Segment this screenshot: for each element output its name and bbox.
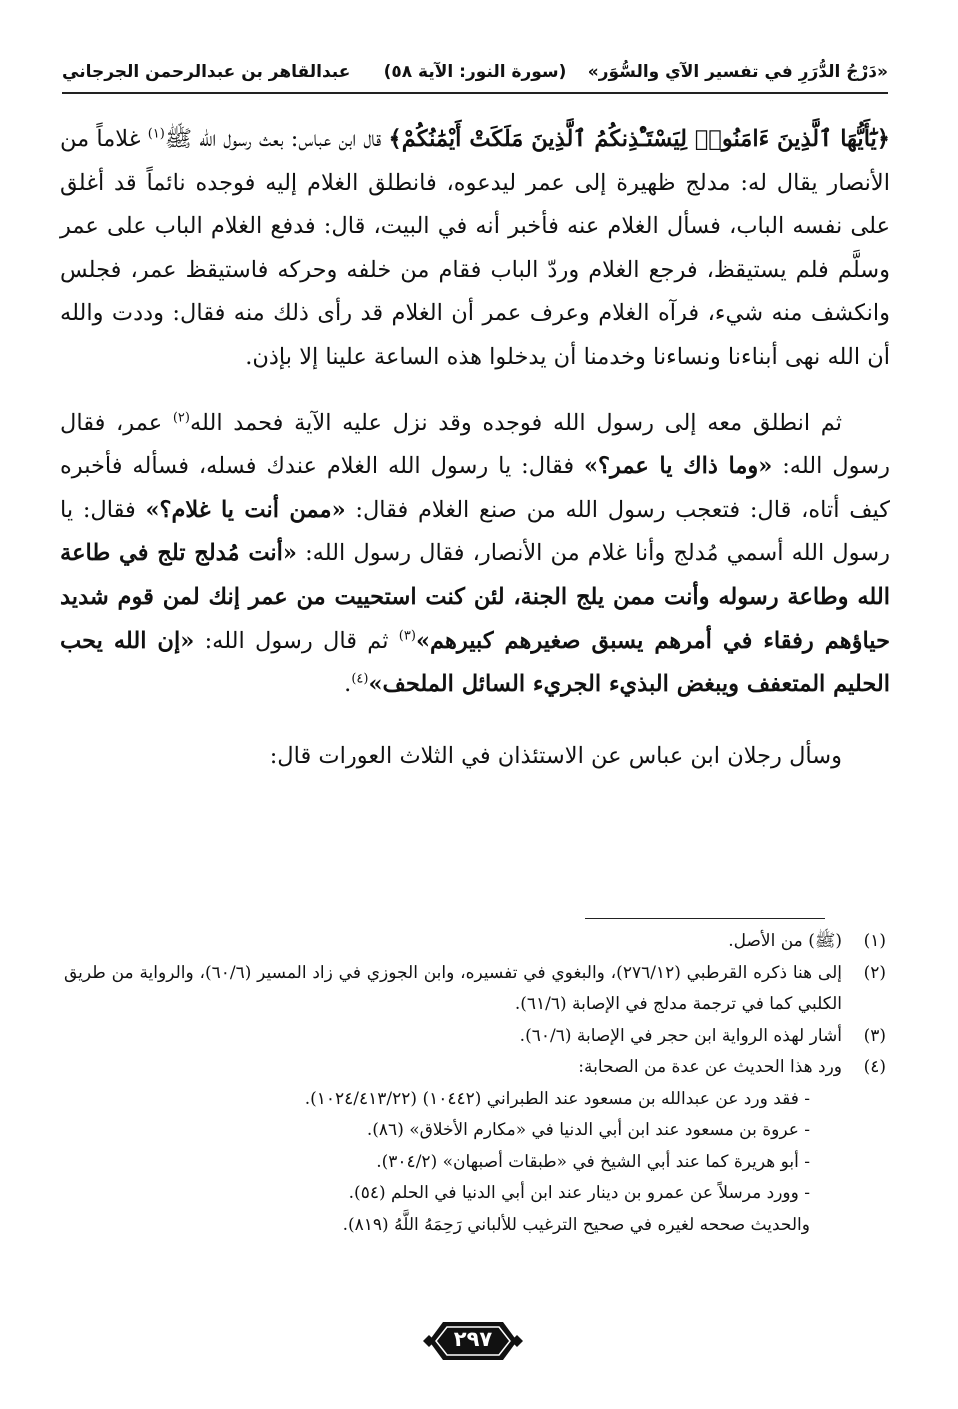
footnote bbox=[64, 1021, 886, 1053]
text-run: قال ابن عباس: بعث رسول الله ﷺ bbox=[164, 126, 389, 152]
page-number-ornament bbox=[423, 1318, 523, 1364]
hadith-quote: «إن الله يحب الحليم المتعفف ويبغض البذيء الجريء السائل الملحف» bbox=[60, 627, 890, 698]
footnote-ref-1: (١) bbox=[147, 126, 165, 142]
footnote-number: (٣) bbox=[863, 1025, 886, 1046]
footnote-sub-item: والحديث صححه لغيره في صحيح الترغيب للألباني رَحِمَهُ اللَّهُ (٨١٩). bbox=[342, 1214, 810, 1235]
footnote-number: (٢) bbox=[863, 962, 886, 983]
hadith-quote: «أنت مُدلج تلج في طاعة الله وطاعة رسوله وأنت ممن يلج الجنة، لئن كنت استحييت من عمر إنك لمن قوم شديد حياؤهم رفقاء في أمرهم يسبق صغيرهم كبيرهم» bbox=[60, 540, 890, 654]
footnote-text: (ﷺ) من الأصل. bbox=[728, 931, 842, 951]
paragraph-2 bbox=[60, 402, 890, 707]
paragraph-1 bbox=[60, 118, 890, 380]
text-run: غلاماً من الأنصار يقال له: مدلج ظهيرة إلى عمر ليدعوه، فانطلق الغلام إليه فوجده نائماً قد أغلق على نفسه الباب، فسأل الغلام عنه فأخبر أنه في البيت، قال: فدفع الغلام الباب على عمر وسلَّم فلم يستيقظ، فرجع الغلام وردّ الباب فقام من خلفه وحركه فاستيقظ عمر، فجلس وانكشف منه شيء، فرآه الغلام وعرف عمر أن الغلام قد رأى ذلك منه فقال: وددت والله أن الله نهى أبناءنا ونساءنا وخدمنا أن يدخلوا هذه الساعة علينا إلا بإذن. bbox=[60, 126, 890, 370]
footnote-separator bbox=[585, 918, 825, 919]
footnote-sub-item: - فقد ورد عن عبدالله بن مسعود عند الطبراني (١٠٤٤٢) (١٠٢٤/٤١٣/٢٢). bbox=[304, 1088, 810, 1109]
footnote-number: (٤) bbox=[863, 1057, 886, 1077]
author-name: عبدالقاهر بن عبدالرحمن الجرجاني bbox=[62, 62, 351, 82]
footnote-ref-4: (٤) bbox=[351, 671, 369, 687]
hadith-quote: «وما ذاك يا عمر؟» bbox=[583, 453, 773, 480]
footnote-text: أشار لهذه الرواية ابن حجر في الإصابة (٦٠/٦). bbox=[519, 1025, 842, 1046]
footnote bbox=[64, 958, 886, 1021]
text-run: . bbox=[344, 671, 352, 698]
text-run: ثم قال رسول الله: bbox=[194, 627, 399, 654]
text-run: ثم انطلق معه إلى رسول الله فوجده وقد نزل عليه الآية فحمد الله bbox=[189, 409, 843, 436]
header-rule bbox=[62, 92, 888, 94]
running-header bbox=[62, 52, 888, 94]
footnote-sub-item: - عروة بن مسعود عند ابن أبي الدنيا في «مكارم الأخلاق» (٨٦). bbox=[366, 1120, 810, 1140]
text-run: فقال: يا رسول الله الغلام عندك فسله، فسأله فأخبره كيف أتاه، قال: فتعجب رسول الله من صنع الغلام فقال: bbox=[60, 453, 890, 523]
text-run: فقال: يا رسول الله أسمي مُدلج وأنا غلام من الأنصار، فقال رسول الله: bbox=[60, 496, 890, 567]
footnote-ref-3: (٣) bbox=[398, 628, 416, 644]
text-run: عمر، فقال رسول الله: bbox=[60, 409, 890, 480]
footnote-ref-2: (٢) bbox=[172, 410, 190, 426]
main-text bbox=[60, 118, 890, 778]
footnote bbox=[64, 926, 886, 958]
book-title: «دَرْجُ الدُّرَرِ في تفسير الآي والسُّوَر» bbox=[587, 62, 888, 82]
footnote-number: (١) bbox=[863, 931, 886, 951]
footnote-text: ورد هذا الحديث عن عدة من الصحابة: bbox=[578, 1057, 842, 1077]
footnote-text: إلى هنا ذكره القرطبي (٢٧٦/١٢)، والبغوي في تفسيره، وابن الجوزي في زاد المسير (٦٠/٦)، والرواية من طريق الكلبي كما في ترجمة مدلج في الإصابة (٦١/٦). bbox=[64, 962, 842, 1014]
footnote bbox=[64, 1052, 886, 1084]
page-number: ٢٩٧ bbox=[453, 1327, 493, 1351]
sura-reference: (سورة النور: الآية ٥٨) bbox=[383, 62, 567, 82]
footnote-sub-item: - وورد مرسلاً عن عمرو بن دينار عند ابن أبي الدنيا في الحلم (٥٤). bbox=[348, 1183, 810, 1203]
footnote-sub-item: - أبو هريرة كما عند أبي الشيخ في «طبقات أصبهان» (٣٠٤/٢). bbox=[376, 1151, 810, 1172]
hadith-quote: «ممن أنت يا غلام؟» bbox=[145, 496, 346, 523]
paragraph-3: وسأل رجلان ابن عباس عن الاستئذان في الثلاث العورات قال: bbox=[269, 742, 842, 769]
quran-verse: ﴿يَٰٓأَيُّهَا ٱلَّذِينَ ءَامَنُوا۟ لِيَسْتَـْٔذِنكُمُ ٱلَّذِينَ مَلَكَتْ أَيْمَٰنُكُمْ﴾ bbox=[388, 126, 890, 152]
footnotes bbox=[64, 926, 886, 1241]
